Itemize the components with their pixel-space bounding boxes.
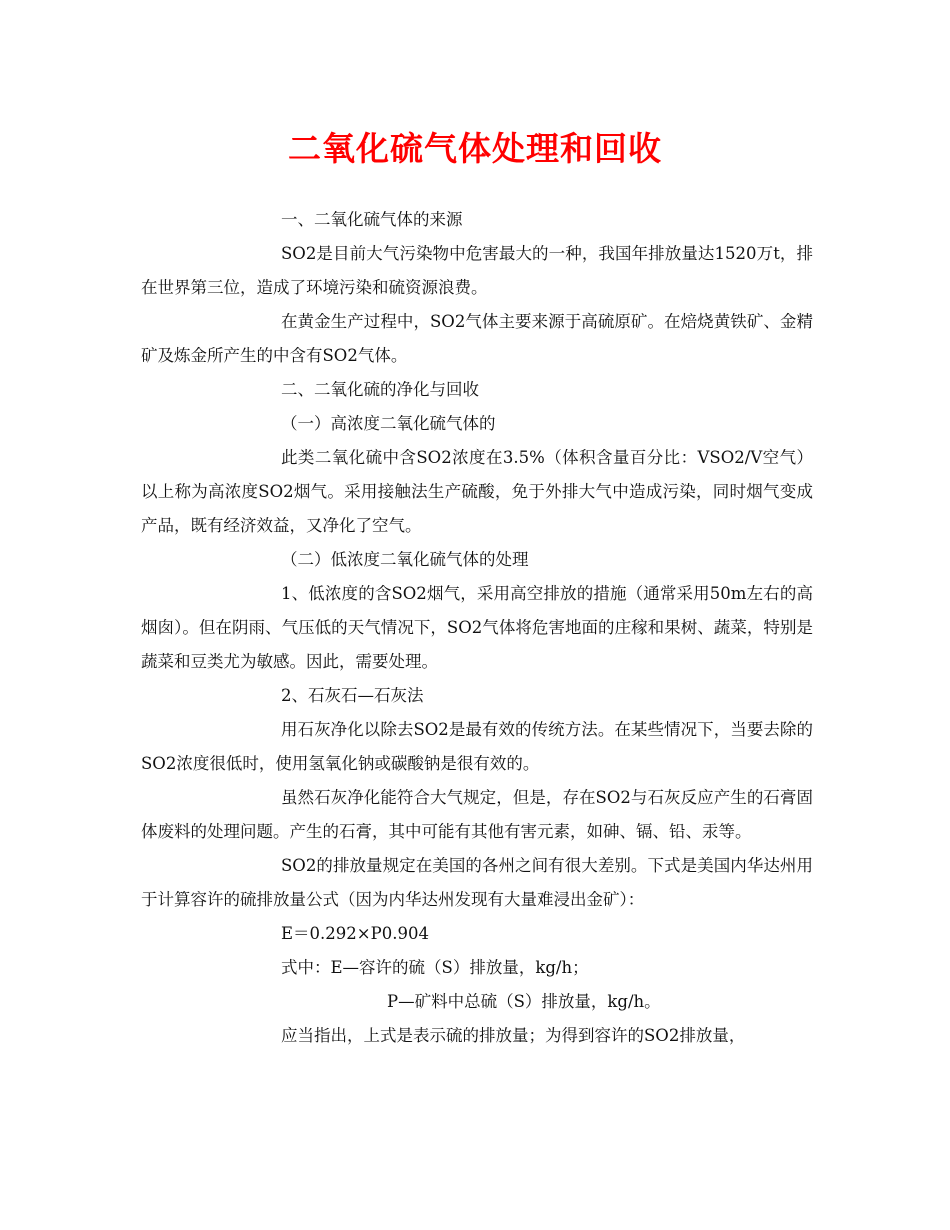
formula-legend-e: 式中：E—容许的硫（S）排放量，kg/h； [281, 958, 589, 977]
formula-legend-p: P—矿料中总硫（S）排放量，kg/h。 [387, 992, 661, 1011]
paragraph-us-regulation: SO2的排放量规定在美国的各州之间有很大差别。下式是美国内华达州用于计算容许的硫排放量公式（因为内华达州发现有大量难浸出金矿）： [141, 856, 813, 909]
paragraph-lime-purification: 用石灰净化以除去SO2是最有效的传统方法。在某些情况下，当要去除的SO2浓度很低时，使用氢氧化钠或碳酸钠是很有效的。 [141, 720, 813, 773]
formula: E＝0.292×P0.904 [281, 924, 429, 943]
paragraph-gold-production: 在黄金生产过程中，SO2气体主要来源于高硫原矿。在焙烧黄铁矿、金精矿及炼金所产生的中含有SO2气体。 [141, 312, 813, 365]
document-title: 二氧化硫气体处理和回收 [288, 129, 662, 168]
subheading-high-concentration: （一）高浓度二氧化硫气体的 [281, 414, 496, 433]
paragraph-gypsum-waste: 虽然石灰净化能符合大气规定，但是，存在SO2与石灰反应产生的石膏固体废料的处理问题。产生的石膏，其中可能有其他有害元素，如砷、镉、铅、汞等。 [141, 788, 813, 841]
section-heading-source: 一、二氧化硫气体的来源 [281, 210, 463, 229]
paragraph-high-concentration: 此类二氧化硫中含SO2浓度在3.5%（体积含量百分比：VSO2/V空气）以上称为高浓度SO2烟气。采用接触法生产硫酸，免于外排大气中造成污染，同时烟气变成产品，既有经济效益，又净化了空气。 [141, 448, 813, 535]
subheading-low-concentration: （二）低浓度二氧化硫气体的处理 [281, 550, 529, 569]
paragraph-note: 应当指出，上式是表示硫的排放量；为得到容许的SO2排放量， [281, 1026, 746, 1045]
document-body [141, 203, 813, 1053]
paragraph-high-stack: 1、低浓度的含SO2烟气，采用高空排放的措施（通常采用50m左右的高烟囱）。但在阴雨、气压低的天气情况下，SO2气体将危害地面的庄稼和果树、蔬菜，特别是蔬菜和豆类尤为敏感。因此，需要处理。 [141, 584, 813, 671]
subheading-limestone-method: 2、石灰石—石灰法 [281, 686, 424, 705]
paragraph-so2-overview: SO2是目前大气污染物中危害最大的一种，我国年排放量达1520万t，排在世界第三位，造成了环境污染和硫资源浪费。 [141, 244, 813, 297]
section-heading-purification: 二、二氧化硫的净化与回收 [281, 380, 479, 399]
